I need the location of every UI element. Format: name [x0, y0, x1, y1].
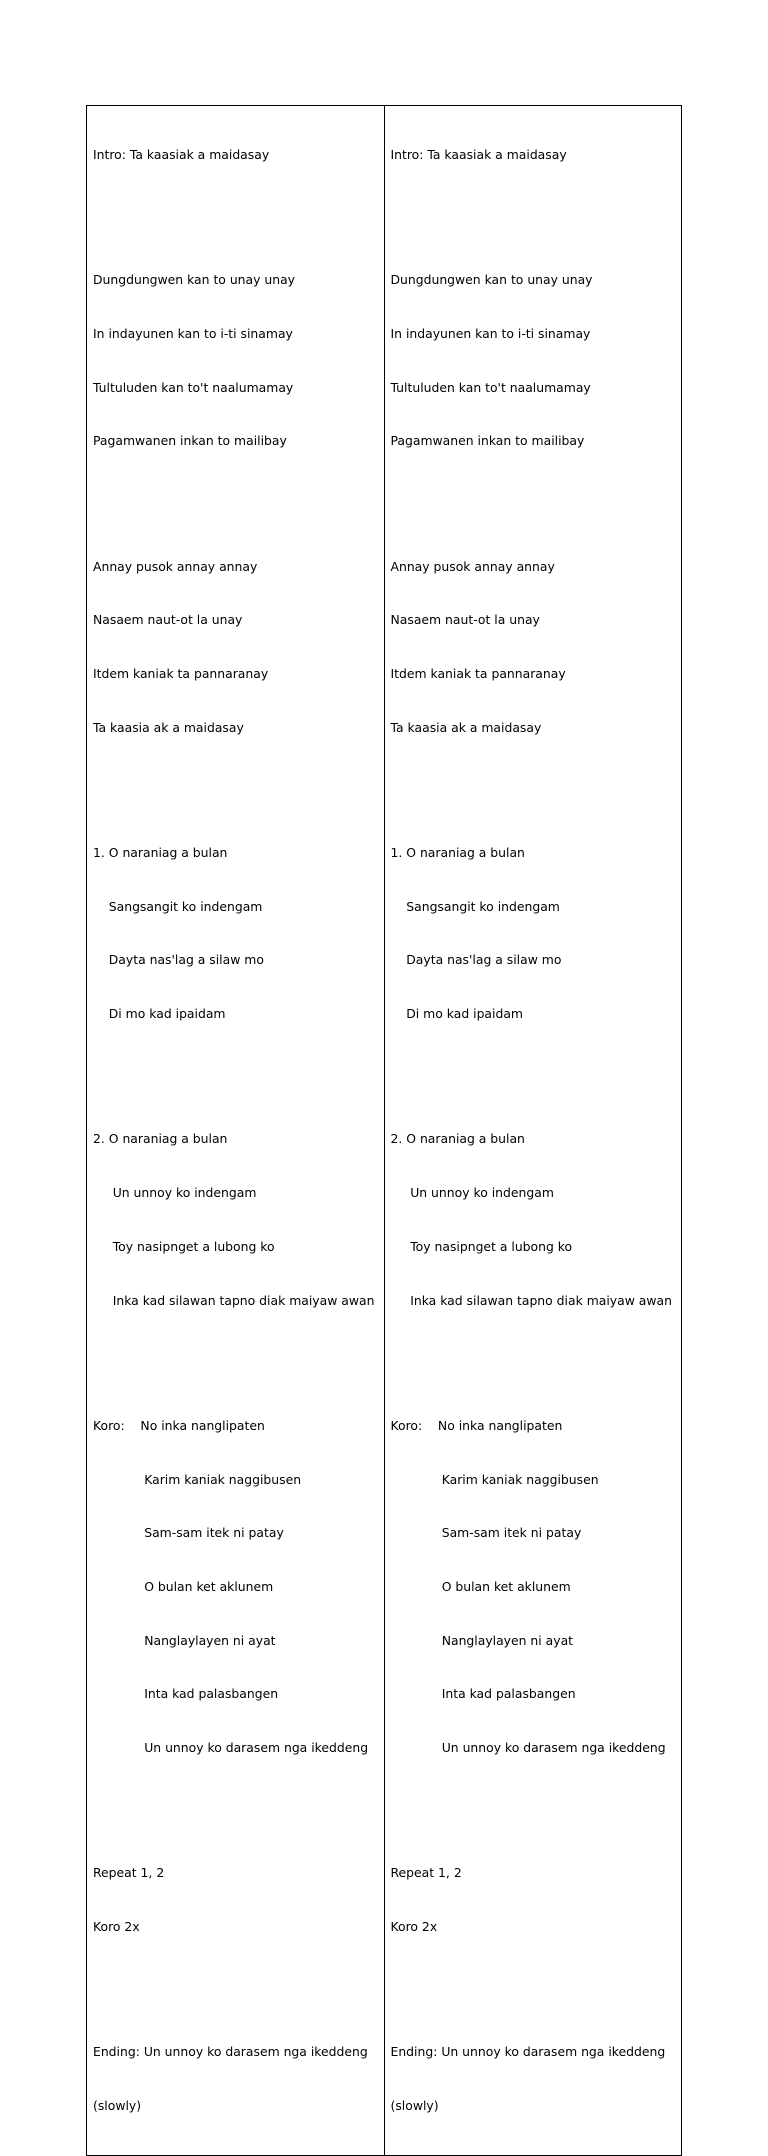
koro-line: Sam-sam itek ni patay: [390, 1525, 582, 1541]
stanza-gap: [391, 200, 676, 218]
stanza-gap: [93, 1793, 378, 1811]
intro-line: Intro: Ta kaasiak a maidasay: [390, 146, 567, 162]
koro-line: Un unnoy ko darasem nga ikeddeng: [390, 1740, 666, 1756]
stanza-gap: [93, 486, 378, 504]
verse-1-line: Di mo kad ipaidam: [93, 1006, 226, 1022]
verse-b-line: Nasaem naut-ot la unay: [93, 612, 243, 628]
koro-line: Koro: No inka nanglipaten: [390, 1417, 563, 1433]
ending-line: (slowly): [93, 2098, 142, 2114]
verse-1-line: Dayta nas'lag a silaw mo: [390, 952, 562, 968]
ending-line: Ending: Un unnoy ko darasem nga ikeddeng: [390, 2044, 666, 2060]
lyrics-column-right: [384, 106, 682, 2156]
verse-b-line: Ta kaasia ak a maidasay: [390, 719, 542, 735]
koro-line: Inta kad palasbangen: [93, 1686, 279, 1702]
lyrics-table: [86, 105, 682, 2156]
lyrics-column-left: [87, 106, 385, 2156]
koro-line: Karim kaniak naggibusen: [390, 1471, 599, 1487]
stanza-gap: [93, 1059, 378, 1077]
verse-b-line: Nasaem naut-ot la unay: [390, 612, 540, 628]
verse-a-line: In indayunen kan to i-ti sinamay: [93, 325, 293, 341]
koro-line: Un unnoy ko darasem nga ikeddeng: [93, 1740, 369, 1756]
stanza-gap: [391, 1345, 676, 1363]
verse-2-line: Un unnoy ko indengam: [93, 1185, 257, 1201]
verse-1-line: Di mo kad ipaidam: [390, 1006, 523, 1022]
stanza-gap: [93, 1972, 378, 1990]
lyrics-block: [391, 110, 676, 2151]
verse-a-line: Pagamwanen inkan to mailibay: [390, 433, 585, 449]
intro-line: Intro: Ta kaasiak a maidasay: [93, 146, 270, 162]
verse-b-line: Ta kaasia ak a maidasay: [93, 719, 244, 735]
verse-1-line: Sangsangit ko indengam: [390, 898, 560, 914]
verse-2-line: 2. O naraniag a bulan: [390, 1131, 525, 1147]
verse-a-line: Tultuluden kan to't naalumamay: [93, 379, 294, 395]
verse-a-line: Dungdungwen kan to unay unay: [93, 272, 296, 288]
verse-b-line: Itdem kaniak ta pannaranay: [93, 665, 269, 681]
verse-2-line: Un unnoy ko indengam: [390, 1185, 554, 1201]
verse-a-line: Pagamwanen inkan to mailibay: [93, 433, 287, 449]
verse-a-line: In indayunen kan to i-ti sinamay: [390, 325, 591, 341]
stanza-gap: [391, 1059, 676, 1077]
verse-a-line: Tultuluden kan to't naalumamay: [390, 379, 591, 395]
repeat-line: Koro 2x: [93, 1919, 140, 1935]
verse-b-line: Itdem kaniak ta pannaranay: [390, 665, 566, 681]
verse-2-line: Toy nasipnget a lubong ko: [390, 1238, 573, 1254]
stanza-gap: [391, 1793, 676, 1811]
table-row: [87, 106, 682, 2156]
koro-line: Karim kaniak naggibusen: [93, 1471, 302, 1487]
koro-line: O bulan ket aklunem: [93, 1578, 274, 1594]
stanza-gap: [391, 1972, 676, 1990]
ending-line: (slowly): [390, 2098, 439, 2114]
koro-line: Koro: No inka nanglipaten: [93, 1417, 265, 1433]
stanza-gap: [391, 772, 676, 790]
repeat-line: Repeat 1, 2: [93, 1865, 165, 1881]
koro-line: Nanglaylayen ni ayat: [93, 1632, 276, 1648]
koro-line: O bulan ket aklunem: [390, 1578, 571, 1594]
verse-2-line: Toy nasipnget a lubong ko: [93, 1238, 275, 1254]
stanza-gap: [93, 1345, 378, 1363]
verse-b-line: Annay pusok annay annay: [93, 558, 258, 574]
stanza-gap: [93, 772, 378, 790]
stanza-gap: [391, 486, 676, 504]
repeat-line: Repeat 1, 2: [390, 1865, 462, 1881]
koro-line: Nanglaylayen ni ayat: [390, 1632, 574, 1648]
verse-1-line: Sangsangit ko indengam: [93, 898, 263, 914]
ending-line: Ending: Un unnoy ko darasem nga ikeddeng: [93, 2044, 368, 2060]
verse-1-line: 1. O naraniag a bulan: [390, 844, 525, 860]
verse-2-line: Inka kad silawan tapno diak maiyaw awan: [390, 1292, 672, 1308]
verse-1-line: Dayta nas'lag a silaw mo: [93, 952, 264, 968]
repeat-line: Koro 2x: [390, 1919, 438, 1935]
koro-line: Inta kad palasbangen: [390, 1686, 576, 1702]
verse-2-line: Inka kad silawan tapno diak maiyaw awan: [93, 1292, 375, 1308]
verse-1-line: 1. O naraniag a bulan: [93, 844, 228, 860]
verse-a-line: Dungdungwen kan to unay unay: [390, 272, 593, 288]
stanza-gap: [93, 200, 378, 218]
verse-2-line: 2. O naraniag a bulan: [93, 1131, 228, 1147]
koro-line: Sam-sam itek ni patay: [93, 1525, 284, 1541]
verse-b-line: Annay pusok annay annay: [390, 558, 555, 574]
lyrics-block: [93, 110, 378, 2151]
